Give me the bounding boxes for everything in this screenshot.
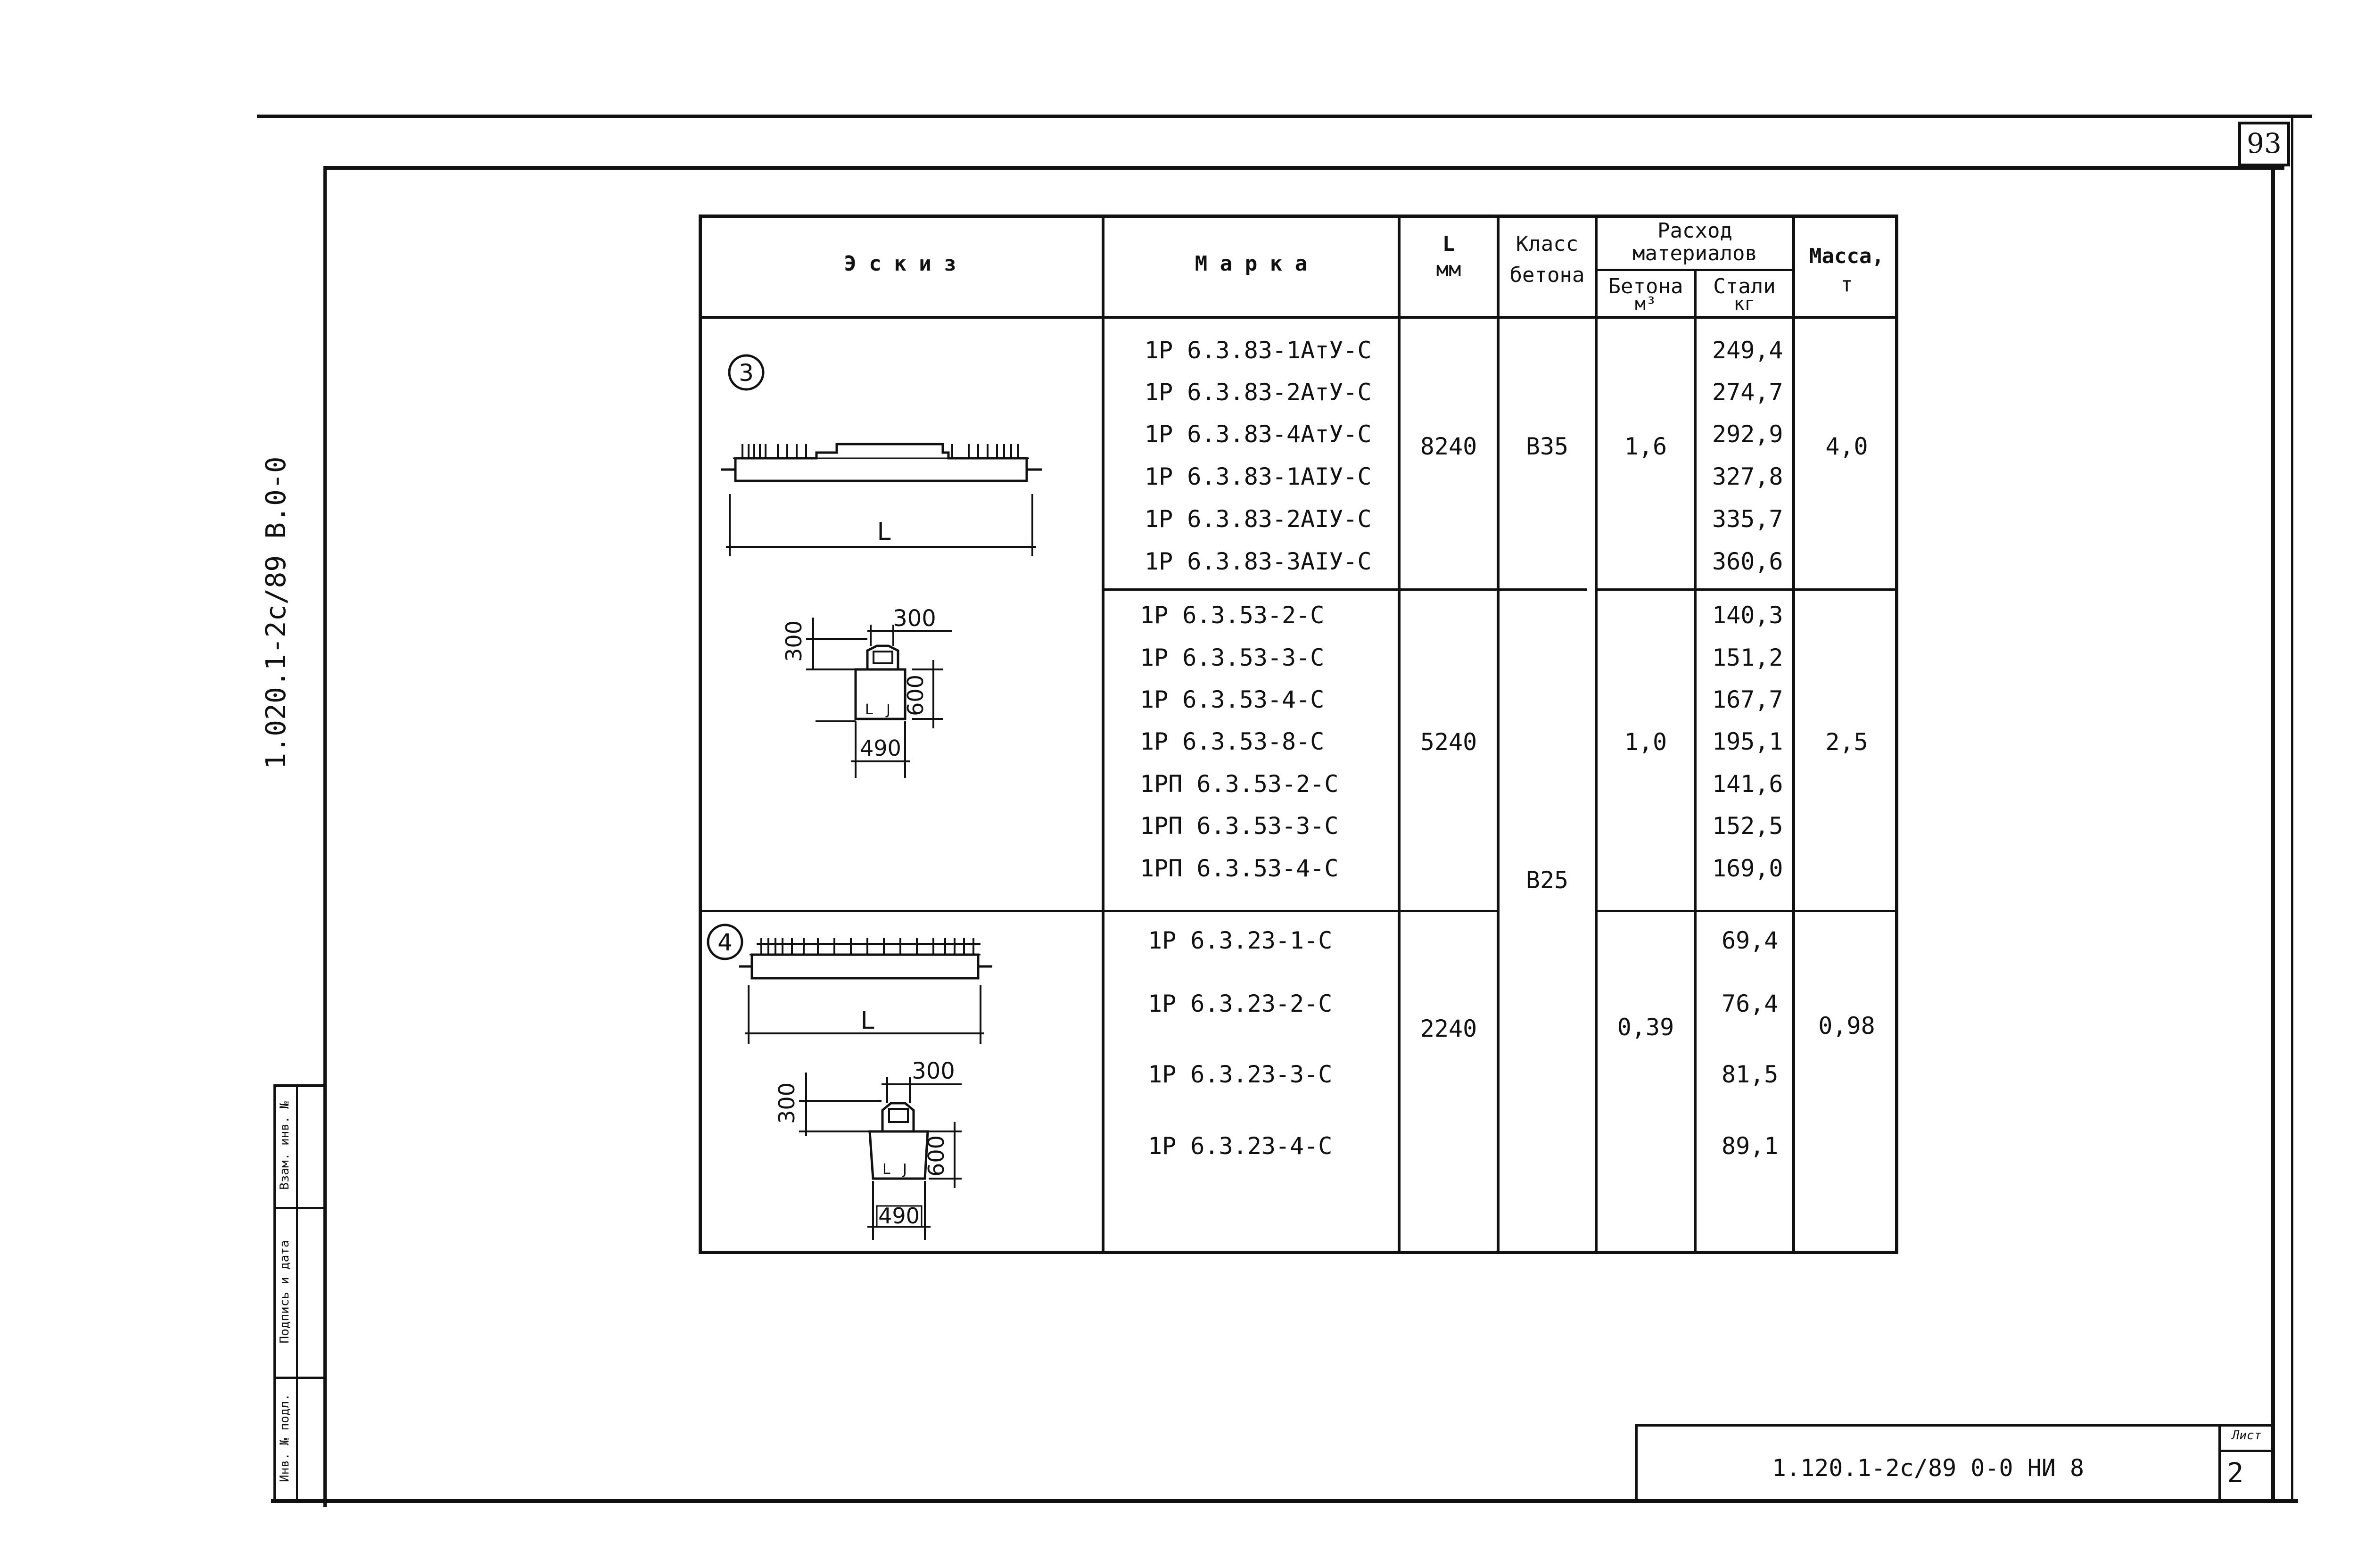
page-number: 93 — [2247, 127, 2282, 159]
steel-g2-r6: 152,5 — [1712, 812, 1783, 840]
group2-divider-sketch — [699, 910, 1104, 912]
header-class-2: бетона — [1509, 263, 1585, 287]
section3-dim-300-left: 300 — [781, 620, 807, 662]
frame-bottom — [271, 1499, 2298, 1503]
class-g1: В35 — [1525, 433, 1569, 460]
stamp-strip-divider — [296, 1084, 298, 1503]
col-div-concrete — [1694, 271, 1697, 1254]
mark-g2-r6: 1РП 6.3.53-3-С — [1140, 812, 1339, 840]
mark-g2-r3: 1Р 6.3.53-4-С — [1140, 686, 1325, 713]
header-class-1: Класс — [1516, 232, 1579, 256]
mark-g1-r4: 1Р 6.3.83-1АIУ-С — [1145, 463, 1372, 490]
header-length: L — [1442, 232, 1455, 256]
steel-g2-r5: 141,6 — [1712, 770, 1783, 798]
col-div-sketch — [1102, 215, 1104, 1254]
mark-g3-r2: 1Р 6.3.23-2-С — [1148, 990, 1333, 1017]
sketch-section-4 — [773, 1056, 999, 1245]
section3-dim-490: 490 — [860, 735, 901, 761]
svg-text:J: J — [886, 701, 890, 718]
section3-dim-600: 600 — [903, 675, 928, 716]
mark-g2-r4: 1Р 6.3.53-8-С — [1140, 728, 1325, 755]
section3-dim-300-top: 300 — [893, 605, 936, 632]
length-g1: 8240 — [1420, 433, 1477, 460]
mass-g3: 0,98 — [1818, 1012, 1875, 1040]
group2-divider-b — [1595, 910, 1898, 912]
mark-g2-r5: 1РП 6.3.53-2-С — [1140, 770, 1339, 798]
steel-g3-r3: 81,5 — [1722, 1061, 1779, 1088]
header-sketch: Э с к и з — [844, 252, 956, 276]
beam3-span-label: L — [877, 518, 891, 546]
section4-dim-490: 490 — [878, 1203, 920, 1229]
length-g3: 2240 — [1420, 1015, 1477, 1042]
stamp-label-inv: Инв. № подл. — [278, 1394, 292, 1482]
beam4-number: 4 — [717, 929, 733, 956]
steel-g3-r2: 76,4 — [1722, 990, 1779, 1017]
beam3-number: 3 — [739, 359, 754, 387]
sketch-beam-3 — [707, 339, 1084, 566]
sketch-beam-4 — [702, 919, 1042, 1051]
header-consumption-1: Расход — [1657, 219, 1732, 243]
side-code: 1.020.1-2с/89 В.0-0 — [260, 456, 292, 769]
length-g2: 5240 — [1420, 728, 1477, 756]
section4-dim-300-top: 300 — [912, 1058, 955, 1084]
svg-text:L: L — [882, 1161, 890, 1178]
steel-g2-r2: 151,2 — [1712, 644, 1783, 671]
titleblock-top — [1635, 1424, 2275, 1427]
stamp-label-replace: Взам. инв. № — [278, 1101, 292, 1190]
svg-text:J: J — [903, 1161, 907, 1178]
steel-g2-r1: 140,3 — [1712, 602, 1783, 629]
bottom-code: 1.120.1-2с/89 0-0 НИ 8 — [1772, 1454, 2085, 1482]
mark-g1-r5: 1Р 6.3.83-2АIУ-С — [1145, 505, 1372, 533]
header-mass: Масса, — [1809, 244, 1884, 268]
concrete-g1: 1,6 — [1624, 433, 1667, 460]
group1-divider-b — [1595, 588, 1898, 591]
consumption-subheader-line — [1595, 269, 1795, 271]
list-number: 2 — [2227, 1457, 2244, 1489]
concrete-g2: 1,0 — [1624, 728, 1667, 756]
steel-g1-r6: 360,6 — [1712, 548, 1783, 575]
header-mass-unit: т — [1840, 272, 1853, 297]
header-mark: М а р к а — [1195, 252, 1308, 276]
concrete-g3: 0,39 — [1617, 1014, 1674, 1041]
beam4-span-label: L — [860, 1007, 874, 1035]
header-length-unit: мм — [1436, 257, 1461, 281]
col-div-length — [1497, 215, 1500, 1254]
frame-top — [323, 166, 2284, 170]
mark-g2-r1: 1Р 6.3.53-2-С — [1140, 602, 1325, 629]
frame-right — [2271, 166, 2275, 1503]
steel-g3-r1: 69,4 — [1722, 927, 1779, 954]
mark-g3-r1: 1Р 6.3.23-1-С — [1148, 927, 1333, 954]
steel-g2-r7: 169,0 — [1712, 855, 1783, 882]
mark-g1-r2: 1Р 6.3.83-2АтУ-С — [1145, 379, 1372, 406]
steel-g2-r4: 195,1 — [1712, 728, 1783, 755]
sheet-top-rule — [257, 115, 2312, 118]
table-header-bottom — [699, 316, 1898, 319]
header-concrete: Бетона — [1608, 274, 1683, 298]
sketch-section-3 — [773, 599, 999, 787]
header-consumption-2: материалов — [1632, 241, 1757, 265]
steel-g3-r4: 89,1 — [1722, 1132, 1779, 1160]
list-label: Лист — [2232, 1428, 2262, 1443]
mark-g3-r3: 1Р 6.3.23-3-С — [1148, 1061, 1333, 1088]
mark-g3-r4: 1Р 6.3.23-4-С — [1148, 1132, 1333, 1160]
mark-g1-r1: 1Р 6.3.83-1АтУ-С — [1145, 337, 1372, 364]
group1-divider-a — [1102, 588, 1587, 591]
section4-dim-600: 600 — [923, 1135, 949, 1177]
stamp-strip-h2 — [273, 1377, 326, 1379]
steel-g1-r5: 335,7 — [1712, 505, 1783, 533]
steel-g2-r3: 167,7 — [1712, 686, 1783, 713]
titleblock-list-h — [2218, 1450, 2275, 1452]
section4-dim-300-left: 300 — [774, 1082, 799, 1124]
header-concrete-unit: м³ — [1635, 293, 1656, 314]
header-steel: Стали — [1713, 274, 1776, 298]
mass-g2: 2,5 — [1825, 728, 1868, 756]
stamp-label-sign: Подпись и дата — [278, 1240, 292, 1344]
frame-right-outer — [2291, 115, 2293, 1503]
svg-text:L: L — [865, 701, 873, 718]
steel-g1-r2: 274,7 — [1712, 379, 1783, 406]
stamp-strip-h1 — [273, 1207, 326, 1209]
class-shared: В25 — [1525, 867, 1569, 894]
steel-g1-r3: 292,9 — [1712, 421, 1783, 448]
steel-g1-r1: 249,4 — [1712, 337, 1783, 364]
header-steel-unit: кг — [1733, 293, 1755, 314]
mass-g1: 4,0 — [1825, 433, 1868, 460]
mark-g1-r3: 1Р 6.3.83-4АтУ-С — [1145, 421, 1372, 448]
mark-g2-r7: 1РП 6.3.53-4-С — [1140, 855, 1339, 882]
group2-divider-a — [1102, 910, 1500, 912]
mark-g1-r6: 1Р 6.3.83-3АIУ-С — [1145, 548, 1372, 575]
steel-g1-r4: 327,8 — [1712, 463, 1783, 490]
mark-g2-r2: 1Р 6.3.53-3-С — [1140, 644, 1325, 671]
